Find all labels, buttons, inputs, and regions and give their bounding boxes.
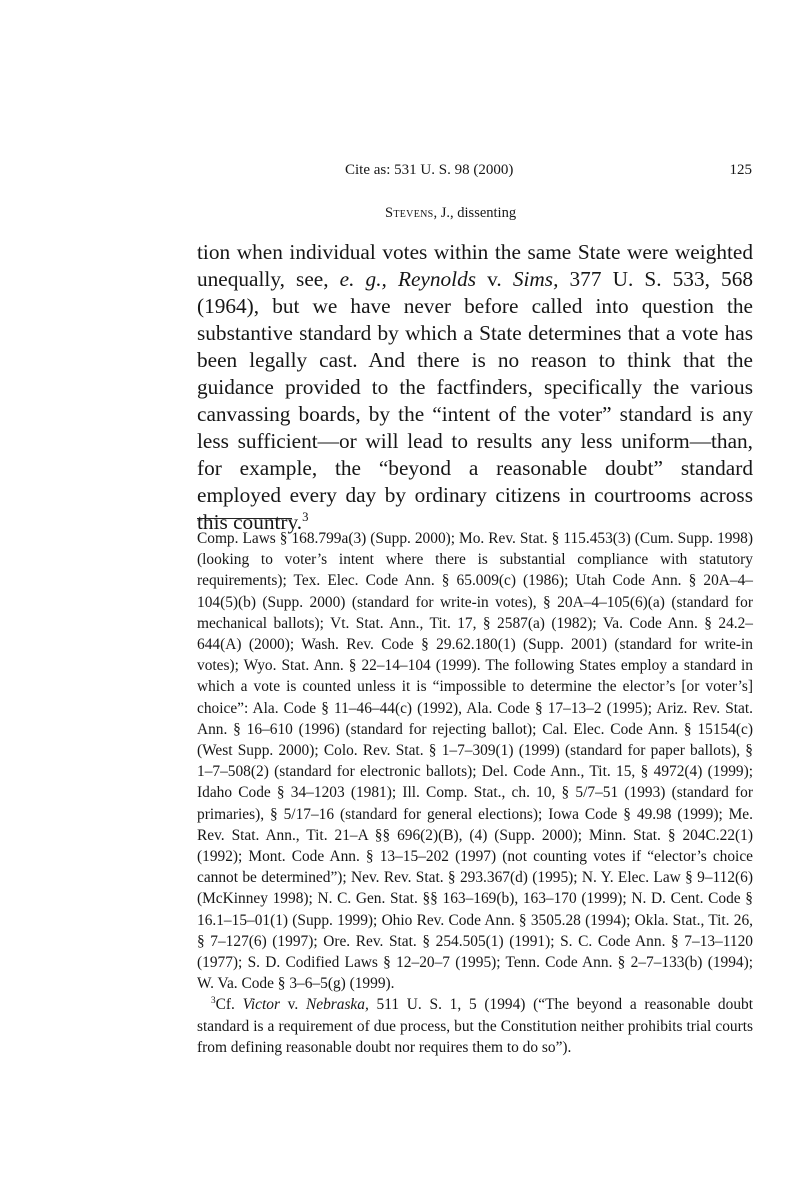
page-number: 125 — [729, 162, 752, 178]
opinion-heading — [385, 205, 516, 222]
case-name-sims: Sims, — [512, 267, 559, 291]
footnote-3-marker: 3 — [211, 995, 216, 1006]
body-paragraph — [197, 239, 753, 536]
case-name-reynolds: e. g., Reynolds — [339, 267, 477, 291]
footnote-divider — [197, 518, 292, 519]
case-name-victor: Victor — [242, 996, 280, 1014]
footnotes — [197, 528, 753, 1058]
running-head — [197, 162, 757, 184]
body-text-rest: 377 U. S. 533, 568 (1964), but we have never before called into question the substantive standard by which a State determines that a vote has been legally cast. And there is no reason to think that the guidance provided to the factfinders, specifically the various canvassing boards, by the “intent of the voter” standard is any less sufficient—or will lead to results any less uniform—than, for example, the “beyond a reasonable doubt” standard employed every day by ordinary citizens in courtrooms across this country. — [197, 267, 753, 534]
footnote-continued: Comp. Laws § 168.799a(3) (Supp. 2000); Mo. Rev. Stat. § 115.453(3) (Cum. Supp. 1998) (looking to voter’s intent where there is substantial compliance with statutory requirements); Tex. Elec. Code Ann. § 65.009(c) (1986); Utah Code Ann. § 20A–4–104(5)(b) (Supp. 2000) (standard for write-in votes), § 20A–4–105(6)(a) (standard for mechanical ballots); Vt. Stat. Ann., Tit. 17, § 2587(a) (1982); Va. Code Ann. § 24.2–644(A) (2000); Wash. Rev. Code § 29.62.180(1) (Supp. 2001) (standard for write-in votes); Wyo. Stat. Ann. § 22–14–104 (1999). The following States employ a standard in which a vote is counted unless it is “impossible to determine the elector’s [or voter’s] choice”: Ala. Code § 11–46–44(c) (1992), Ala. Code § 17–13–2 (1995); Ariz. Rev. Stat. Ann. § 16–610 (1996) (standard for rejecting ballot); Cal. Elec. Code Ann. § 15154(c) (West Supp. 2000); Colo. Rev. Stat. § 1–7–309(1) (1999) (standard for paper ballots), § 1–7–508(2) (standard for electronic ballots); Del. Code Ann., Tit. 15, § 4972(4) (1999); Idaho Code § 34–1203 (1981); Ill. Comp. Stat., ch. 10, § 5/7–51 (1993) (standard for primaries), § 5/17–16 (standard for general elections); Iowa Code § 49.98 (1999); Me. Rev. Stat. Ann., Tit. 21–A §§ 696(2)(B), (4) (Supp. 2000); Minn. Stat. § 204C.22(1) (1992); Mont. Code Ann. § 13–15–202 (1997) (not counting votes if “elector’s choice cannot be determined”); Nev. Rev. Stat. § 293.367(d) (1995); N. Y. Elec. Law § 9–112(6) (McKinney 1998); N. C. Gen. Stat. §§ 163–169(b), 163–170 (1999); N. D. Cent. Code § 16.1–15–01(1) (Supp. 1999); Ohio Rev. Code Ann. § 3505.28 (1994); Okla. Stat., Tit. 26, § 7–127(6) (1997); Ore. Rev. Stat. § 254.505(1) (1991); S. C. Code Ann. § 7–13–1120 (1977); S. D. Codified Laws § 12–20–7 (1995); Tenn. Code Ann. § 2–7–133(b) (1994); W. Va. Code § 3–6–5(g) (1999). — [197, 530, 753, 993]
footnote-reference: 3 — [302, 509, 309, 524]
footnote-3-versus: v. — [279, 996, 306, 1014]
citation: Cite as: 531 U. S. 98 (2000) — [345, 162, 514, 178]
justice-name: Stevens — [385, 205, 434, 221]
case-name-nebraska: Nebraska, — [305, 996, 369, 1014]
footnote-3-cf: Cf. — [215, 996, 243, 1014]
footnote-3-text: 511 U. S. 1, 5 (1994) (“The beyond a reasonable doubt standard is a requirement of due process, but the Constitution neither prohibits trial courts from defining reasonable doubt nor requires them to do so”). — [197, 996, 753, 1056]
body-text-start: tion when individual votes within the same State were weighted unequally, see, — [197, 240, 753, 291]
versus: v. — [476, 267, 513, 291]
footnote-3 — [197, 994, 753, 1058]
opinion-type: , J., dissenting — [433, 205, 517, 221]
